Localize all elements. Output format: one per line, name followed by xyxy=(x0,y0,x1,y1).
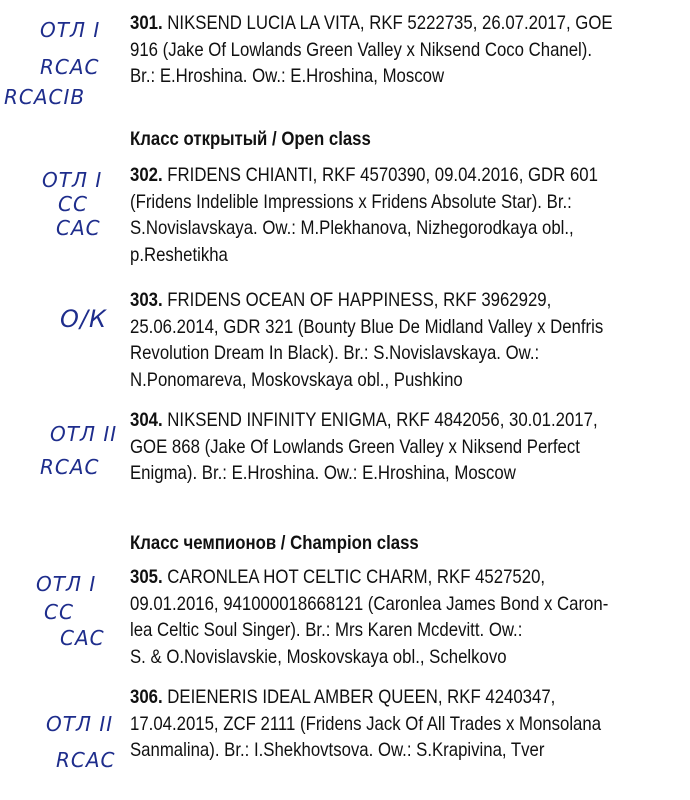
handwritten-award: RCAC xyxy=(40,455,100,479)
entry-line: 916 (Jake Of Lowlands Green Valley x Niksend Coco Chanel). xyxy=(130,38,593,61)
entry-line: Sanmalina). Br.: I.Shekhovtsova. Ow.: S.Krapivina, Tver xyxy=(130,739,545,761)
handwritten-grade: ОТЛ II xyxy=(50,422,118,446)
handwritten-grade: ОТЛ I xyxy=(36,572,97,596)
entry-number: 303. xyxy=(130,289,163,311)
entry-text: FRIDENS OCEAN OF HAPPINESS, RKF 3962929, xyxy=(162,289,552,311)
handwritten-grade: ОТЛ I xyxy=(42,168,103,192)
entry-306 xyxy=(130,684,680,764)
entry-line: Br.: E.Hroshina. Ow.: E.Hroshina, Moscow xyxy=(130,65,445,87)
entry-line: Revolution Dream In Black). Br.: S.Novislavskaya. Ow.: xyxy=(130,342,540,364)
entry-line xyxy=(130,162,680,189)
entry-number: 304. xyxy=(130,409,163,431)
entry-line: 25.06.2014, GDR 321 (Bounty Blue De Midland Valley x Denfris xyxy=(130,315,604,338)
handwritten-award: CAC xyxy=(56,216,101,240)
entry-line xyxy=(130,407,680,434)
handwritten-award: RCAC xyxy=(40,55,100,79)
handwritten-award: СС xyxy=(58,192,88,216)
section-heading-open-class: Класс открытый / Open class xyxy=(130,128,371,150)
handwritten-award: RCAC xyxy=(56,748,116,772)
entry-line: (Fridens Indelible Impressions x Fridens Absolute Star). Br.: xyxy=(130,190,572,213)
entry-line: lea Celtic Soul Singer). Br.: Mrs Karen Mcdevitt. Ow.: xyxy=(130,619,523,641)
entry-line xyxy=(130,10,680,37)
entry-303 xyxy=(130,287,680,393)
handwritten-award: RCACIB xyxy=(4,85,86,109)
entry-number: 306. xyxy=(130,686,163,708)
entry-305 xyxy=(130,564,680,670)
entry-number: 305. xyxy=(130,566,163,588)
entry-text: NIKSEND INFINITY ENIGMA, RKF 4842056, 30.01.2017, xyxy=(162,409,598,431)
entry-line: p.Reshetikha xyxy=(130,243,228,266)
handwritten-grade: ОТЛ I xyxy=(40,18,101,42)
handwritten-grade: О/К xyxy=(60,305,108,333)
entry-line: 17.04.2015, ZCF 2111 (Fridens Jack Of All Trades x Monsolana xyxy=(130,712,602,735)
entry-text: FRIDENS CHIANTI, RKF 4570390, 09.04.2016, GDR 601 xyxy=(162,164,598,186)
entry-line: S.Novislavskaya. Ow.: M.Plekhanova, Nizhegorodkaya obl., xyxy=(130,217,574,239)
entry-line: GOE 868 (Jake Of Lowlands Green Valley x Niksend Perfect xyxy=(130,435,580,458)
section-heading-champion-class: Класс чемпионов / Champion class xyxy=(130,532,419,554)
entry-number: 301. xyxy=(130,12,163,34)
entry-number: 302. xyxy=(130,164,163,186)
entry-text: CARONLEA HOT CELTIC CHARM, RKF 4527520, xyxy=(162,566,546,588)
handwritten-award: CAC xyxy=(60,626,105,650)
entry-301 xyxy=(130,10,680,90)
entry-line: S. & O.Novislavskie, Moskovskaya obl., Schelkovo xyxy=(130,645,507,668)
entry-302 xyxy=(130,162,680,268)
entry-line xyxy=(130,564,680,591)
entry-line xyxy=(130,287,680,314)
entry-text: NIKSEND LUCIA LA VITA, RKF 5222735, 26.07.2017, GOE xyxy=(162,12,613,34)
entry-line: 09.01.2016, 941000018668121 (Caronlea James Bond x Caron- xyxy=(130,592,609,615)
entry-line: Enigma). Br.: E.Hroshina. Ow.: E.Hroshina, Moscow xyxy=(130,462,516,484)
entry-text: DEIENERIS IDEAL AMBER QUEEN, RKF 4240347, xyxy=(162,686,556,708)
handwritten-award: СС xyxy=(44,600,74,624)
entry-304 xyxy=(130,407,680,487)
handwritten-grade: ОТЛ II xyxy=(46,712,114,736)
entry-line: N.Ponomareva, Moskovskaya obl., Pushkino xyxy=(130,368,463,391)
entry-line xyxy=(130,684,680,711)
